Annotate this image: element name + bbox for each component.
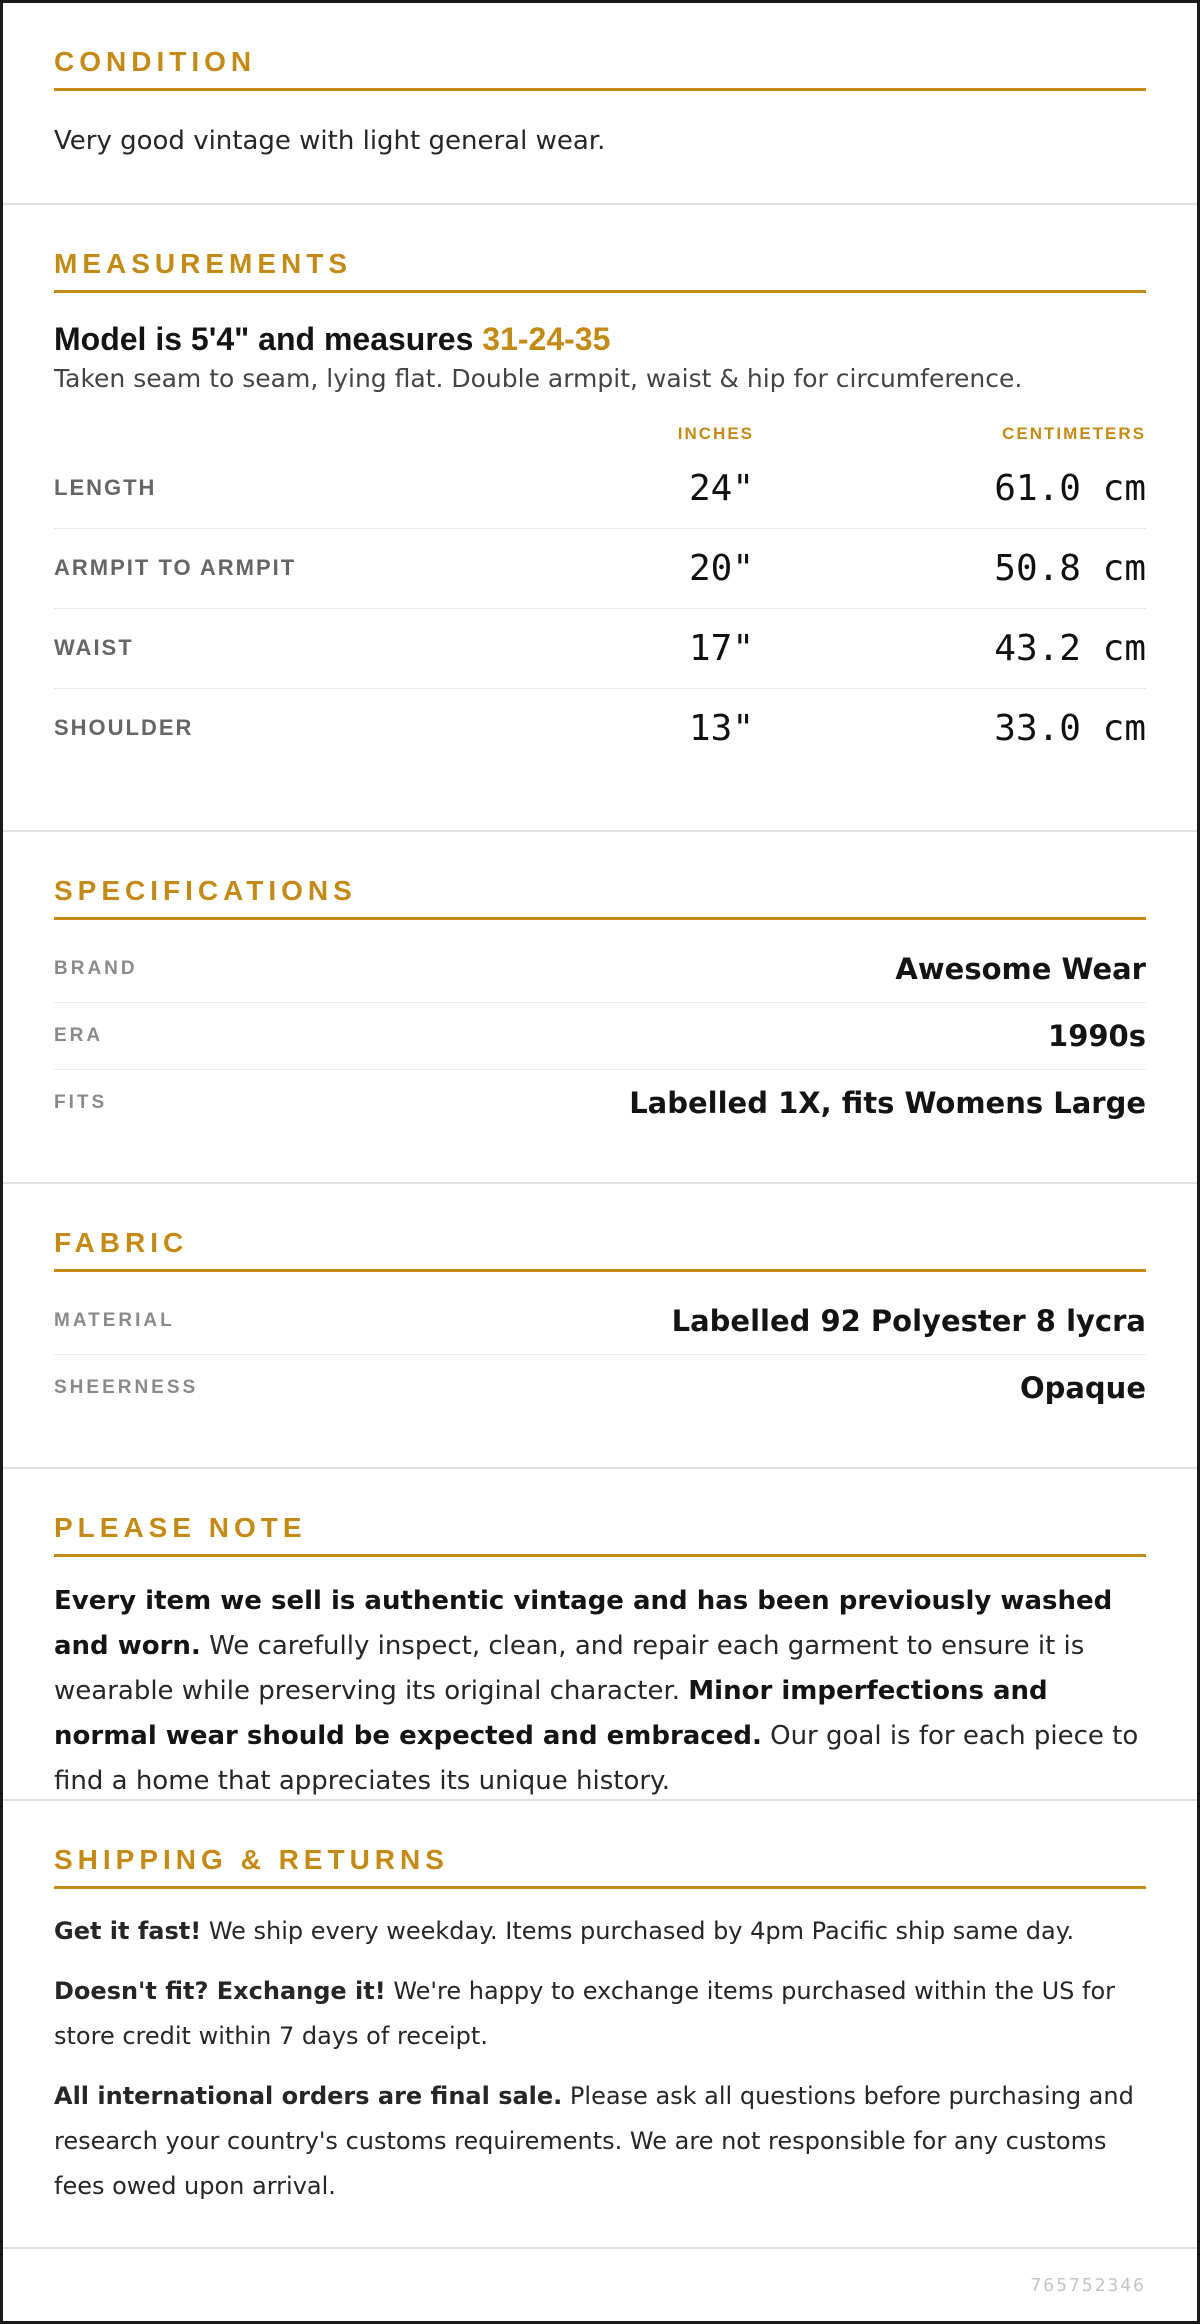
shipping-text-3: Please ask all questions before purchasing and research your country's customs requirements. We are not responsible for any customs fees owed upon arrival. <box>54 2081 1134 2200</box>
spec-label: ERA <box>54 1024 104 1046</box>
shipping-paragraph-2 <box>54 1969 1146 2059</box>
shipping-bold-3: All international orders are final sale. <box>54 2081 563 2110</box>
section-title-condition: CONDITION <box>54 47 1146 91</box>
note-text-1: We carefully inspect, clean, and repair each garment to ensure it is wearable while preserving its original character. <box>54 1630 1085 1706</box>
measurement-inches: 20" <box>688 547 754 589</box>
spec-row-brand <box>54 936 1146 1003</box>
measurement-label: WAIST <box>54 635 134 661</box>
condition-text: Very good vintage with light general wear. <box>54 125 606 156</box>
measurement-label: ARMPIT TO ARMPIT <box>54 555 297 581</box>
condition-section <box>3 3 1197 205</box>
measurement-row-armpit <box>54 529 1146 609</box>
spec-value: Labelled 1X, fits Womens Large <box>629 1085 1146 1120</box>
fabric-row-sheerness <box>54 1355 1146 1421</box>
spec-label: SHEERNESS <box>54 1376 199 1398</box>
measurement-label: LENGTH <box>54 475 157 501</box>
measurement-cm: 43.2 cm <box>994 627 1146 669</box>
measurements-subtitle: Taken seam to seam, lying flat. Double armpit, waist & hip for circumference. <box>54 363 1023 393</box>
shipping-returns-section <box>3 1801 1197 2249</box>
shipping-paragraph-1 <box>54 1909 1146 1954</box>
measurement-cm: 33.0 cm <box>994 707 1146 749</box>
spec-value: Awesome Wear <box>895 951 1146 986</box>
spec-label: FITS <box>54 1091 108 1113</box>
spec-row-era <box>54 1003 1146 1070</box>
spec-row-fits <box>54 1070 1146 1136</box>
measurement-row-shoulder <box>54 689 1146 768</box>
please-note-text <box>54 1579 1146 1804</box>
fabric-section <box>3 1184 1197 1469</box>
shipping-text-1: We ship every weekday. Items purchased by 4pm Pacific ship same day. <box>201 1916 1075 1945</box>
shipping-bold-1: Get it fast! <box>54 1916 202 1945</box>
measurement-row-length <box>54 449 1146 529</box>
please-note-section <box>3 1469 1197 1801</box>
shipping-text-2: We're happy to exchange items purchased within the US for store credit within 7 days of receipt. <box>54 1976 1116 2050</box>
measurement-cm: 61.0 cm <box>994 467 1146 509</box>
section-title-measurements: MEASUREMENTS <box>54 249 1146 293</box>
section-title-fabric: FABRIC <box>54 1228 1146 1272</box>
spec-value: Opaque <box>1019 1370 1146 1405</box>
measurements-header-row <box>54 419 1146 449</box>
note-text-2: Our goal is for each piece to find a home that appreciates its unique history. <box>54 1720 1139 1796</box>
section-title-specifications: SPECIFICATIONS <box>54 876 1146 920</box>
measurement-inches: 17" <box>688 627 754 669</box>
header-inches: INCHES <box>677 423 754 443</box>
measurement-cm: 50.8 cm <box>994 547 1146 589</box>
sku-number: 765752346 <box>1030 2274 1146 2296</box>
section-title-please-note: PLEASE NOTE <box>54 1513 1146 1557</box>
measurement-inches: 24" <box>688 467 754 509</box>
measurement-row-waist <box>54 609 1146 689</box>
specifications-list <box>54 936 1146 1136</box>
measurement-inches: 13" <box>688 707 754 749</box>
model-measures-value: 31-24-35 <box>482 320 611 357</box>
model-prefix: Model is 5'4" and measures <box>54 320 483 357</box>
fabric-list <box>54 1288 1146 1421</box>
note-bold-1: Every item we sell is authentic vintage and has been previously washed and worn. <box>54 1585 1113 1661</box>
specifications-section <box>3 832 1197 1184</box>
note-bold-2: Minor imperfections and normal wear should be expected and embraced. <box>54 1675 1048 1751</box>
shipping-paragraph-3 <box>54 2074 1146 2209</box>
measurements-section <box>3 205 1197 832</box>
spec-value: 1990s <box>1048 1018 1146 1053</box>
spec-value: Labelled 92 Polyester 8 lycra <box>671 1303 1146 1338</box>
header-centimeters: CENTIMETERS <box>1002 423 1146 443</box>
spec-label: MATERIAL <box>54 1309 175 1331</box>
measurements-table <box>54 419 1146 768</box>
measurement-label: SHOULDER <box>54 715 194 741</box>
spec-label: BRAND <box>54 957 138 979</box>
section-title-shipping: SHIPPING & RETURNS <box>54 1845 1146 1889</box>
model-measurements <box>54 321 1146 358</box>
footer <box>3 2249 1197 2321</box>
fabric-row-material <box>54 1288 1146 1355</box>
shipping-bold-2: Doesn't fit? Exchange it! <box>54 1976 386 2005</box>
